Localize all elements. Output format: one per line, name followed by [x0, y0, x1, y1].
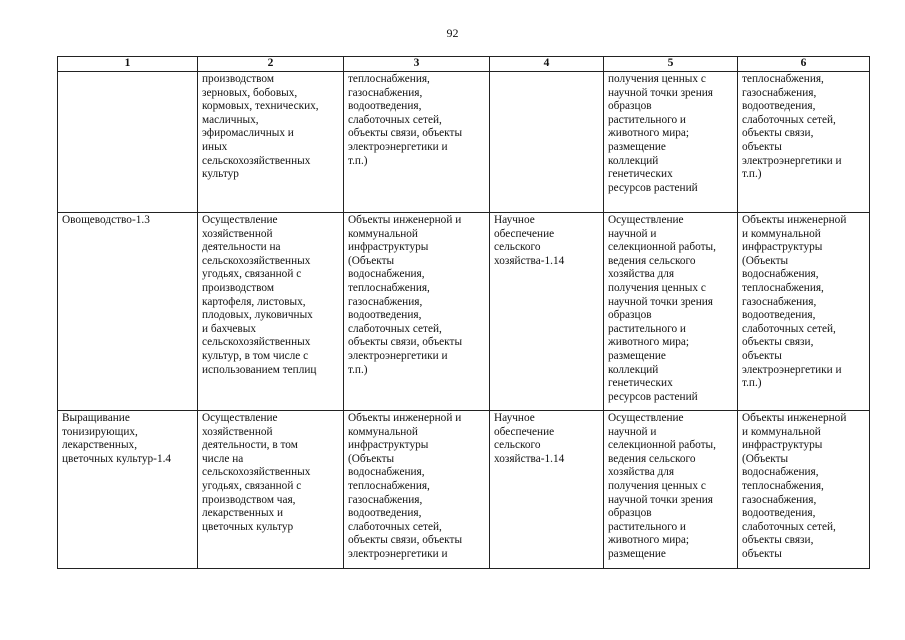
table-row [58, 213, 870, 411]
cell-conditional-use: Научное обеспечение сельского хозяйства-1.14 [490, 411, 604, 569]
cell-conditional-use [490, 72, 604, 213]
page-number: 92 [446, 26, 459, 40]
cell-description: производством зерновых, бобовых, кормовых, технических, масличных, эфиромасличных и иных сельскохозяйственных культур [198, 72, 344, 213]
cell-auxiliary-objects: теплоснабжения, газоснабжения, водоотведения, слаботочных сетей, объекты связи, объекты электроэнергетики и т.п.) [344, 72, 490, 213]
cell-conditional-description: получения ценных с научной точки зрения образцов растительного и животного мира; размещение коллекций генетических ресурсов растений [604, 72, 738, 213]
cell-use-type [58, 72, 198, 213]
cell-conditional-objects: теплоснабжения, газоснабжения, водоотведения, слаботочных сетей, объекты связи, объекты электроэнергетики и т.п.) [738, 72, 870, 213]
cell-conditional-objects: Объекты инженерной и коммунальной инфраструктуры (Объекты водоснабжения, теплоснабжения, газоснабжения, водоотведения, слаботочных сетей, объекты связи, объекты электроэнергетики и т.п.) [738, 213, 870, 411]
header-row [58, 57, 870, 72]
column-header-6: 6 [738, 57, 870, 72]
cell-auxiliary-objects: Объекты инженерной и коммунальной инфраструктуры (Объекты водоснабжения, теплоснабжения, газоснабжения, водоотведения, слаботочных сетей, объекты связи, объекты электроэнергетики и [344, 411, 490, 569]
cell-use-type: Выращивание тонизирующих, лекарственных, цветочных культур-1.4 [58, 411, 198, 569]
cell-description: Осуществление хозяйственной деятельности, в том числе на сельскохозяйственных угодьях, связанной с производством чая, лекарственных и цветочных культур [198, 411, 344, 569]
cell-use-type: Овощеводство-1.3 [58, 213, 198, 411]
table-row [58, 411, 870, 569]
column-header-3: 3 [344, 57, 490, 72]
column-header-2: 2 [198, 57, 344, 72]
cell-description: Осуществление хозяйственной деятельности на сельскохозяйственных угодьях, связанной с производством картофеля, листовых, плодовых, луковичных и бахчевых сельскохозяйственных культур, в том числе с использованием теплиц [198, 213, 344, 411]
cell-conditional-use: Научное обеспечение сельского хозяйства-1.14 [490, 213, 604, 411]
column-header-1: 1 [58, 57, 198, 72]
land-use-table [57, 56, 870, 569]
table-row [58, 72, 870, 213]
cell-conditional-objects: Объекты инженерной и коммунальной инфраструктуры (Объекты водоснабжения, теплоснабжения, газоснабжения, водоотведения, слаботочных сетей, объекты связи, объекты [738, 411, 870, 569]
cell-conditional-description: Осуществление научной и селекционной работы, ведения сельского хозяйства для получения ценных с научной точки зрения образцов растительного и животного мира; размещение коллекций генетических ресурсов растений [604, 213, 738, 411]
cell-auxiliary-objects: Объекты инженерной и коммунальной инфраструктуры (Объекты водоснабжения, теплоснабжения, газоснабжения, водоотведения, слаботочных сетей, объекты связи, объекты электроэнергетики и т.п.) [344, 213, 490, 411]
cell-conditional-description: Осуществление научной и селекционной работы, ведения сельского хозяйства для получения ценных с научной точки зрения образцов растительного и животного мира; размещение [604, 411, 738, 569]
column-header-5: 5 [604, 57, 738, 72]
column-header-4: 4 [490, 57, 604, 72]
